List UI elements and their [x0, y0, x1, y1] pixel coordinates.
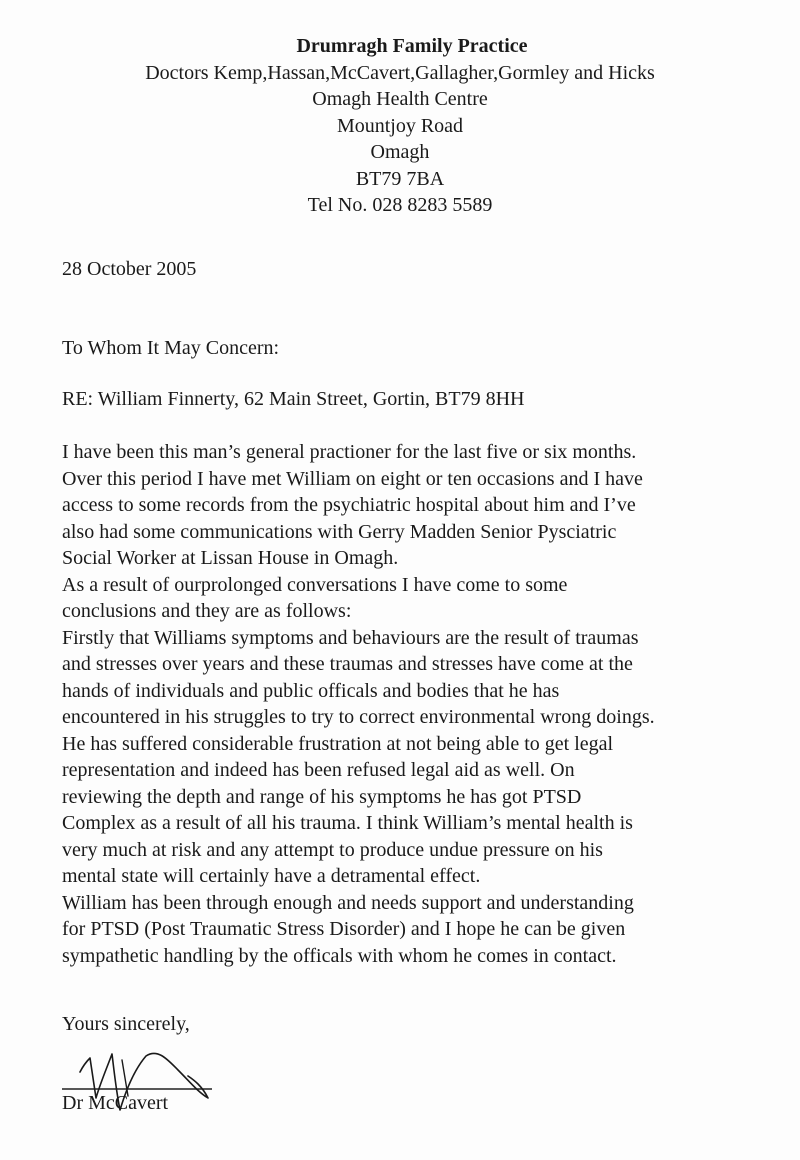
telephone: Tel No. 028 8283 5589	[307, 194, 493, 216]
body-line: and stresses over years and these traumas and stresses have come at the	[62, 653, 633, 675]
signer-name: Dr McCavert	[62, 1092, 169, 1114]
salutation: To Whom It May Concern:	[62, 337, 280, 359]
letter-date: 28 October 2005	[62, 258, 197, 280]
body-line: very much at risk and any attempt to produce undue pressure on his	[62, 838, 603, 861]
letterhead	[0, 33, 800, 219]
body-line: reviewing the depth and range of his symptoms he has got PTSD	[62, 785, 582, 808]
doctors-list: Doctors Kemp,Hassan,McCavert,Gallagher,Gormley and Hicks	[145, 61, 655, 84]
body-line: As a result of ourprolonged conversations I have come to some	[62, 573, 568, 596]
practice-name: Drumragh Family Practice	[296, 35, 528, 57]
body-line: representation and indeed has been refused legal aid as well. On	[62, 759, 575, 781]
address-line-2: Mountjoy Road	[336, 114, 464, 137]
body-line: William has been through enough and needs support and understanding	[62, 891, 634, 914]
letter-body	[62, 439, 655, 969]
body-line: hands of individuals and public officals and bodies that he has	[62, 679, 560, 702]
body-line: for PTSD (Post Traumatic Stress Disorder) and I hope he can be given	[62, 918, 626, 940]
body-line: Social Worker at Lissan House in Omagh.	[62, 547, 399, 569]
body-line: also had some communications with Gerry Madden Senior Pysciatric	[62, 520, 617, 543]
address-line-3: Omagh	[370, 141, 430, 163]
body-line: conclusions and they are as follows:	[62, 600, 352, 622]
body-line: Firstly that Williams symptoms and behaviours are the result of traumas	[62, 626, 639, 649]
body-line: He has suffered considerable frustration at not being able to get legal	[62, 732, 614, 755]
body-line: sympathetic handling by the officals with whom he comes in contact.	[62, 944, 617, 967]
address-line-1: Omagh Health Centre	[312, 88, 488, 110]
closing: Yours sincerely,	[62, 1013, 190, 1035]
body-line: I have been this man’s general practioner for the last five or six months.	[62, 441, 637, 463]
postcode: BT79 7BA	[355, 167, 445, 190]
body-line: Over this period I have met William on eight or ten occasions and I have	[62, 467, 643, 490]
body-line: encountered in his struggles to try to correct environmental wrong doings.	[62, 706, 655, 728]
body-line: access to some records from the psychiatric hospital about him and I’ve	[62, 494, 636, 516]
body-line: mental state will certainly have a detramental effect.	[62, 865, 481, 887]
re-line: RE: William Finnerty, 62 Main Street, Gortin, BT79 8HH	[62, 388, 525, 410]
body-line: Complex as a result of all his trauma. I think William’s mental health is	[62, 812, 633, 834]
